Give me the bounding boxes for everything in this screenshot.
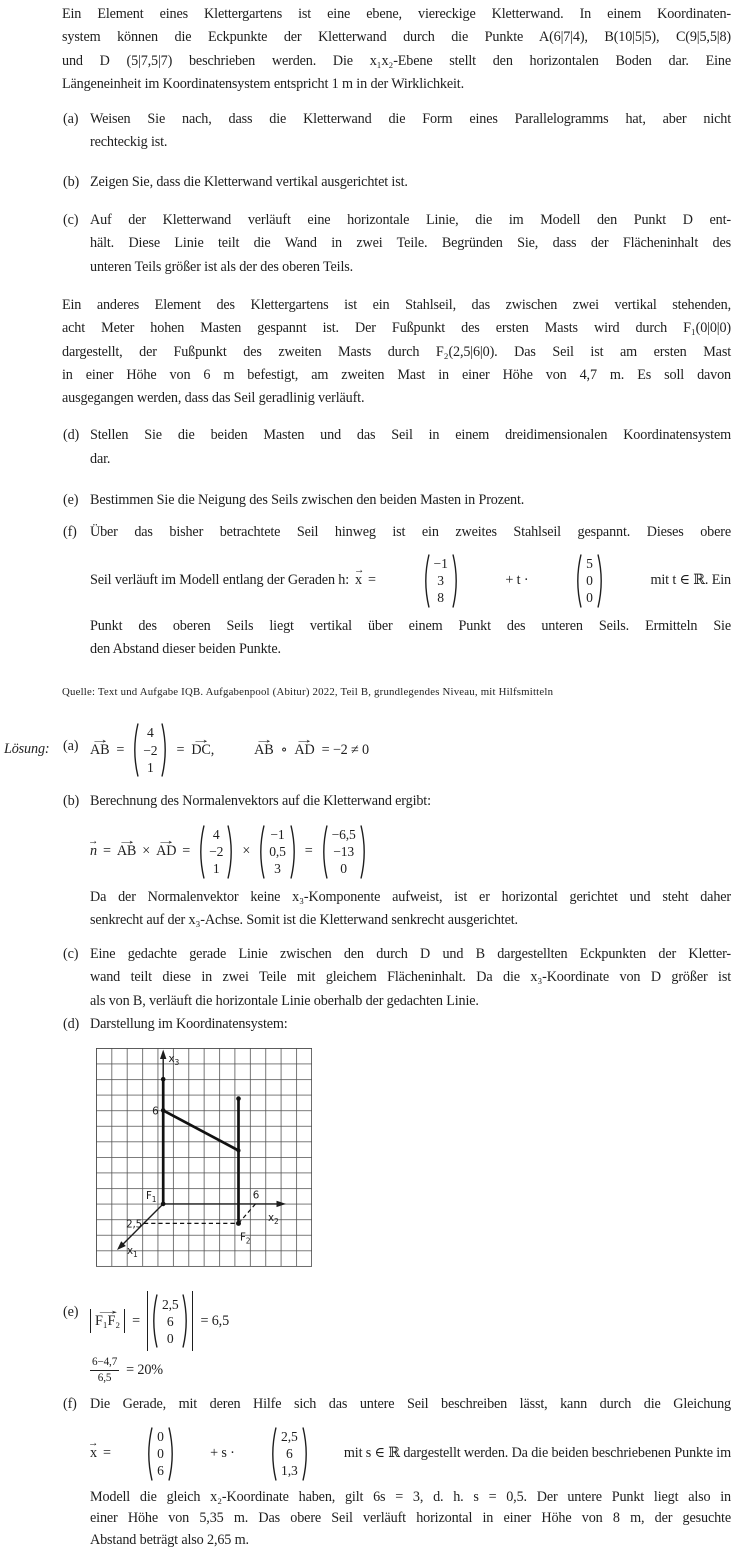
f2-label: $F_2$ <box>240 1231 251 1246</box>
text-line: Ein anderes Element des Klettergartens ist ein Stahlseil, das zwischen zwei vertikal stehenden, <box>62 296 731 313</box>
length-equation <box>90 1283 731 1351</box>
text-line: den Abstand dieser beiden Punkte. <box>90 640 281 657</box>
cable-attach-mast2 <box>237 1149 241 1153</box>
f1-label: $F_1$ <box>146 1190 157 1205</box>
equals-sign: = <box>102 1445 111 1462</box>
text-line: Ein Element eines Klettergartens ist eine ebene, viereckige Kletterwand. In einem Koordinaten- <box>62 6 731 22</box>
item-label: (a) <box>63 111 79 128</box>
vector-ad: → AD <box>294 742 314 759</box>
item-label: (b) <box>63 173 80 190</box>
steel-cable-paragraph <box>62 294 731 410</box>
text-line: unteren Teils größer ist als der des oberen Teils. <box>90 258 354 275</box>
column-vector: 4 −2 1 <box>131 722 169 778</box>
text-line: Eine gedachte gerade Linie zwischen den durch D und B dargestellten Eckpunkten der Kletter- <box>90 946 731 963</box>
item-label: (a) <box>63 737 79 754</box>
cross-operator: × <box>242 843 251 860</box>
mast1-top <box>161 1077 166 1082</box>
vector-ab: → AB <box>90 742 109 759</box>
text-line: Die Gerade, mit deren Hilfe sich das untere Seil beschreiben lässt, kann durch die Gleichung <box>90 1396 731 1413</box>
text-line: Darstellung im Koordinatensystem: <box>90 1016 288 1033</box>
column-vector: −6,5 −13 0 <box>320 824 368 880</box>
text-line: in einer Höhe von 6 m befestigt, am zweiten Mast in einer Höhe von 4,7 m. Es soll davon <box>62 366 731 383</box>
text-line: Längeneinheit im Koordinatensystem entspricht 1 m in der Wirklichkeit. <box>62 75 464 92</box>
text-line: Abstand beträgt also 2,65 m. <box>90 1532 249 1549</box>
column-vector: 2,5 6 1,3 <box>269 1426 310 1482</box>
height-6-label: 6 <box>152 1105 159 1118</box>
item-label: (e) <box>63 1304 79 1321</box>
equation-a: → AB = 4 −2 1 = → DC , → AB ∘ → AD = −2 ≠ 0 <box>90 714 731 778</box>
equation-text: mit s ∈ ℝ dargestellt werden. Da die beiden beschriebenen Punkte im <box>343 1445 731 1462</box>
absolute-value <box>90 1309 125 1333</box>
grid <box>96 1049 311 1267</box>
text-line: Zeigen Sie, dass die Kletterwand vertikal ausgerichtet ist. <box>90 173 408 190</box>
circle-operator: ∘ <box>280 741 288 758</box>
text-line: Punkt des oberen Seils liegt vertikal über einem Punkt des unteren Seils. Ermitteln Sie <box>90 617 731 634</box>
vector-x: → x <box>90 1445 97 1462</box>
equation-text: Seil verläuft im Modell entlang der Geraden h: <box>90 572 350 589</box>
cross-operator: × <box>142 843 151 860</box>
line-equation <box>90 1417 731 1482</box>
coordinate-system-diagram <box>96 1048 312 1267</box>
slope-equation <box>90 1356 731 1385</box>
vector-x: → x <box>355 572 362 589</box>
x2-axis-label: $x_2$ <box>268 1212 279 1227</box>
text-line: als von B, verläuft die horizontale Linie oberhalb der gedachten Linie. <box>90 992 479 1009</box>
text-line: wand teilt diese in zwei Teile mit gleichem Flächeninhalt. Da die x₃-Koordinate von D größer ist <box>90 969 731 986</box>
fraction: $\frac{6-4,7}{6,5}$ <box>92 1356 118 1385</box>
point-f2 <box>236 1221 241 1226</box>
text-line: acht Meter hohen Masten gespannt ist. Der Fußpunkt des ersten Masts wird durch F₁(0|0|0) <box>62 320 731 337</box>
x1-tick-2-5-label: 2,5 <box>126 1218 142 1231</box>
equation-result: = 6,5 <box>200 1312 230 1329</box>
solution-item-d <box>63 1013 731 1267</box>
text-line: Über das bisher betrachtete Seil hinweg ist ein zweites Stahlseil gespannt. Dieses obere <box>90 524 731 541</box>
vector-ad: → AD <box>156 843 176 860</box>
item-label: (d) <box>63 427 80 444</box>
item-label: (e) <box>63 492 79 509</box>
column-vector: −1 0,5 3 <box>257 824 298 880</box>
solution-item-f <box>63 1393 731 1552</box>
equation-text: mit t ∈ ℝ. Ein <box>650 572 731 589</box>
equals-sign: = <box>368 572 376 589</box>
solution-label: Lösung: <box>4 741 50 757</box>
text-line: dar. <box>90 450 111 467</box>
column-vector: 2,5 6 0 <box>150 1293 191 1349</box>
item-label: (f) <box>63 1396 77 1413</box>
line-equation <box>90 545 731 609</box>
item-label: (d) <box>63 1016 80 1033</box>
x2-tick-6-label: 6 <box>252 1189 260 1202</box>
normal-vector-equation: → n = → AB × → AD = 4 −2 1 × −1 0,5 3 = −6,5 −13 0 <box>90 814 731 880</box>
task-item-c <box>63 209 731 279</box>
equation-result: = −2 ≠ 0 <box>321 741 369 758</box>
task-item-d <box>63 424 731 471</box>
text-line: Da der Normalenvektor keine x₃-Komponente aufweist, ist er horizontal gerichtet und steht daher <box>90 888 731 905</box>
vector-dc: → DC <box>191 742 210 759</box>
vector-f1f2: → F₁F₂ <box>93 1313 122 1330</box>
column-vector: 4 −2 1 <box>197 824 235 880</box>
item-label: (f) <box>63 524 77 541</box>
plus-term: + t · <box>505 572 529 589</box>
text-line: Bestimmen Sie die Neigung des Seils zwischen den beiden Masten in Prozent. <box>90 492 525 509</box>
task-item-a <box>63 108 731 155</box>
absolute-value <box>147 1291 194 1351</box>
text-line: einer Höhe von 5,35 m. Das obere Seil verläuft horizontal in einer Höhe von 8 m, der gesuchte <box>90 1510 731 1527</box>
equation-result: = 20% <box>126 1362 163 1379</box>
vector-n: → n <box>90 843 97 860</box>
text-line: Berechnung des Normalenvektors auf die Kletterwand ergibt: <box>90 793 431 810</box>
intro-paragraph <box>62 0 731 96</box>
text-line: Weisen Sie nach, dass die Kletterwand die Form eines Parallelogramms hat, aber nicht <box>90 111 731 128</box>
text-line: rechteckig ist. <box>90 134 168 151</box>
text-line: und D (5|7,5|7) beschrieben werden. Die x₁x₂-Ebene stellt den horizontalen Boden dar. Eine <box>62 52 731 69</box>
plus-term: + s · <box>210 1445 235 1462</box>
equals-sign: = <box>132 1312 140 1329</box>
source-citation: Quelle: Text und Aufgabe IQB. Aufgabenpool (Abitur) 2022, Teil B, grundlegendes Niveau, mit Hilfsmitteln <box>62 686 554 699</box>
column-vector: −1 3 8 <box>422 553 460 609</box>
x3-axis-label: $x_3$ <box>168 1053 180 1068</box>
column-vector: 5 0 0 <box>574 553 605 609</box>
mast2-top <box>236 1097 241 1102</box>
text-line: senkrecht auf der x₃-Achse. Somit ist die Kletterwand senkrecht ausgerichtet. <box>90 911 518 928</box>
text-line: Stellen Sie die beiden Masten und das Seil in einem dreidimensionalen Koordinatensystem <box>90 427 731 444</box>
cable-attach-mast1 <box>161 1108 166 1113</box>
solution-item-b <box>63 790 731 932</box>
item-label: (c) <box>63 212 79 229</box>
task-item-f <box>63 521 731 661</box>
equals-sign: = <box>304 843 313 860</box>
x1-axis-label: $x_1$ <box>127 1245 138 1260</box>
solution-item-c <box>63 943 731 1013</box>
point-f1 <box>161 1202 166 1207</box>
solution-item-a <box>63 714 731 778</box>
text-line: system können die Eckpunkte der Kletterwand durch die Punkte A(6|7|4), B(10|5|5), C(9|5,5|8) <box>62 29 731 46</box>
equals-sign: = <box>116 741 125 758</box>
text-line: hält. Diese Linie teilt die Wand in zwei Teile. Begründen Sie, dass der Flächeninhalt des <box>90 235 731 252</box>
text-line: Modell die gleich x₂-Koordinate haben, gilt 6s = 3, d. h. s = 0,5. Der untere Punkt liegt also in <box>90 1488 731 1505</box>
item-label: (b) <box>63 793 80 810</box>
text-line: dargestellt, der Fußpunkt des zweiten Masts durch F₂(2,5|6|0). Das Seil ist am ersten Mast <box>62 343 731 360</box>
task-item-e <box>63 489 731 512</box>
vector-ab: → AB <box>117 843 136 860</box>
text-line: ausgegangen werden, dass das Seil geradlinig verläuft. <box>62 390 365 407</box>
solution-item-e <box>63 1283 731 1385</box>
task-item-b <box>63 171 731 194</box>
vector-ab: → AB <box>254 742 273 759</box>
text-line: Auf der Kletterwand verläuft eine horizontale Linie, die im Modell den Punkt D ent- <box>90 212 731 229</box>
equals-sign: = <box>176 741 185 758</box>
item-label: (c) <box>63 946 79 963</box>
column-vector: 0 0 6 <box>145 1426 176 1482</box>
